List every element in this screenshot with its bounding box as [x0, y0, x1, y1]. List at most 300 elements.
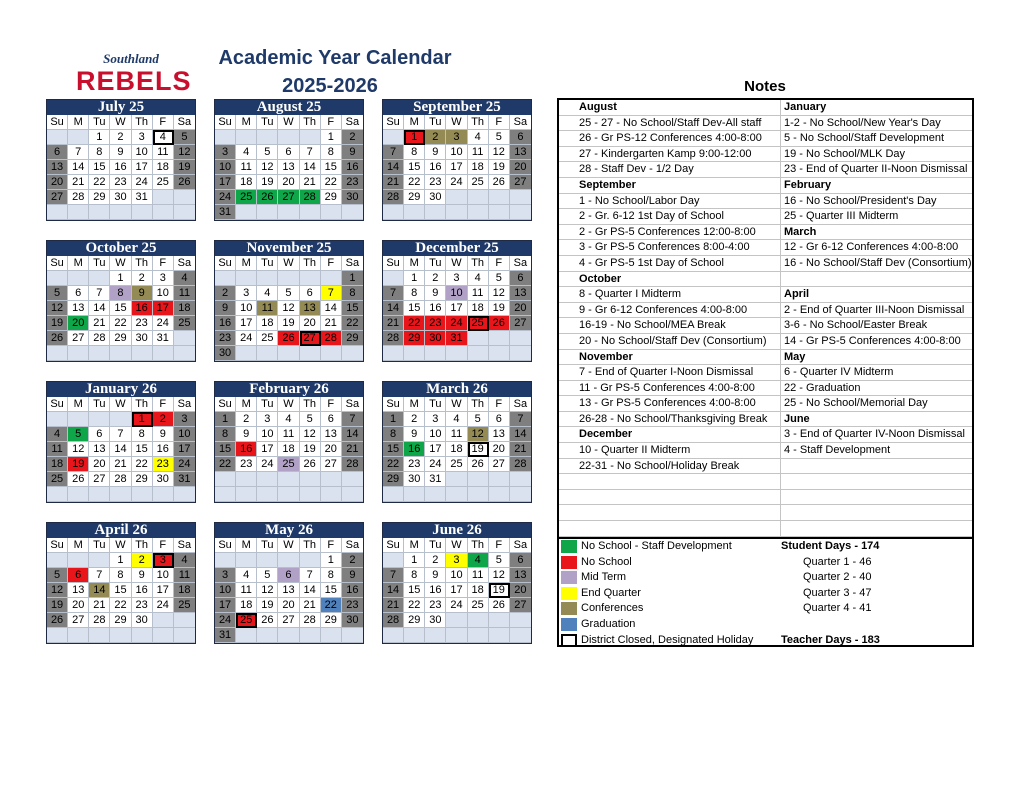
day-cell: 30: [342, 613, 363, 628]
empty-cell: [321, 472, 342, 487]
day-cell: 19: [489, 301, 510, 316]
notes-entry: [780, 505, 972, 521]
day-cell: 10: [446, 286, 467, 301]
weekday-label: Tu: [89, 538, 110, 553]
day-cell: 23: [342, 598, 363, 613]
day-cell: 25: [236, 613, 257, 628]
day-cell: 20: [47, 175, 68, 190]
day-cell: 16: [425, 583, 446, 598]
empty-cell: [153, 346, 174, 361]
notes-month-heading: August: [559, 100, 780, 116]
day-cell: 29: [321, 613, 342, 628]
day-cell: 9: [425, 145, 446, 160]
day-cell: 17: [236, 316, 257, 331]
weekday-label: Sa: [342, 397, 363, 412]
day-cell: 11: [468, 568, 489, 583]
empty-cell: [68, 346, 89, 361]
day-cell: 22: [110, 316, 131, 331]
day-cell: 16: [110, 160, 131, 175]
day-cell: 4: [446, 412, 467, 427]
day-cell: 25: [47, 472, 68, 487]
day-cell: 11: [47, 442, 68, 457]
day-cell: 9: [425, 568, 446, 583]
day-cell: 23: [404, 457, 425, 472]
day-cell: 18: [174, 301, 195, 316]
day-cell: 25: [236, 190, 257, 205]
day-cell: 11: [446, 427, 467, 442]
notes-entry: [559, 505, 780, 521]
quarter-2-days: Quarter 2 - 40: [803, 571, 872, 584]
empty-cell: [446, 346, 467, 361]
empty-cell: [153, 190, 174, 205]
day-cell: 20: [278, 175, 299, 190]
day-cell: 10: [215, 583, 236, 598]
notes-entry: [780, 459, 972, 475]
weekday-label: Su: [383, 538, 404, 553]
weekday-label: F: [489, 115, 510, 130]
empty-cell: [404, 346, 425, 361]
notes-entry: 11 - Gr PS-5 Conferences 4:00-8:00: [559, 381, 780, 397]
legend-label: District Closed, Designated Holiday: [581, 633, 754, 646]
month-grid: [383, 538, 531, 643]
weekday-label: W: [110, 256, 131, 271]
day-cell: 8: [404, 145, 425, 160]
day-cell: 14: [383, 301, 404, 316]
day-cell: 24: [446, 598, 467, 613]
notes-entry: 1-2 - No School/New Year's Day: [780, 116, 972, 132]
empty-cell: [174, 331, 195, 346]
day-cell: 26: [300, 457, 321, 472]
day-cell: 21: [89, 316, 110, 331]
day-cell: 27: [68, 331, 89, 346]
weekday-label: M: [404, 538, 425, 553]
day-cell: 28: [383, 613, 404, 628]
weekday-label: M: [68, 256, 89, 271]
day-cell: 2: [342, 553, 363, 568]
notes-entry: 5 - No School/Staff Development: [780, 131, 972, 147]
month-title: July 25: [47, 100, 195, 115]
day-cell: 24: [257, 457, 278, 472]
day-cell: 8: [215, 427, 236, 442]
day-cell: 26: [68, 472, 89, 487]
empty-cell: [278, 346, 299, 361]
day-cell: 7: [110, 427, 131, 442]
day-cell: 8: [404, 568, 425, 583]
day-cell: 1: [383, 412, 404, 427]
day-cell: 11: [236, 160, 257, 175]
day-cell: 14: [383, 160, 404, 175]
empty-cell: [446, 190, 467, 205]
day-cell: 11: [468, 286, 489, 301]
legend-swatch: [561, 602, 577, 615]
month-august-25: [214, 99, 364, 221]
month-title: August 25: [215, 100, 363, 115]
day-cell: 13: [47, 160, 68, 175]
day-cell: 2: [132, 553, 153, 568]
empty-cell: [342, 205, 363, 220]
day-cell: 17: [132, 160, 153, 175]
empty-cell: [425, 346, 446, 361]
weekday-label: Sa: [174, 115, 195, 130]
day-cell: 18: [468, 583, 489, 598]
day-cell: 2: [132, 271, 153, 286]
day-cell: 2: [153, 412, 174, 427]
notes-month-heading: December: [559, 427, 780, 443]
day-cell: 23: [425, 316, 446, 331]
day-cell: 29: [383, 472, 404, 487]
empty-cell: [404, 628, 425, 643]
month-january-26: [46, 381, 196, 503]
day-cell: 11: [174, 568, 195, 583]
empty-cell: [174, 628, 195, 643]
day-cell: 30: [153, 472, 174, 487]
day-cell: 21: [300, 175, 321, 190]
day-cell: 27: [510, 598, 531, 613]
day-cell: 3: [174, 412, 195, 427]
day-cell: 20: [68, 316, 89, 331]
day-cell: 17: [153, 301, 174, 316]
day-cell: 21: [68, 175, 89, 190]
day-cell: 16: [215, 316, 236, 331]
day-cell: 6: [300, 286, 321, 301]
weekday-label: Th: [132, 397, 153, 412]
day-cell: 7: [383, 568, 404, 583]
day-cell: 5: [68, 427, 89, 442]
legend-label: Graduation: [581, 618, 636, 630]
day-cell: 7: [300, 145, 321, 160]
day-cell: 3: [236, 286, 257, 301]
day-cell: 28: [89, 331, 110, 346]
day-cell: 24: [425, 457, 446, 472]
day-cell: 2: [425, 271, 446, 286]
day-cell: 6: [510, 271, 531, 286]
empty-cell: [446, 628, 467, 643]
day-cell: 23: [215, 331, 236, 346]
empty-cell: [89, 487, 110, 502]
empty-cell: [236, 487, 257, 502]
day-cell: 14: [68, 160, 89, 175]
empty-cell: [342, 346, 363, 361]
day-cell: 30: [215, 346, 236, 361]
day-cell: 14: [321, 301, 342, 316]
empty-cell: [300, 346, 321, 361]
month-june-26: [382, 522, 532, 644]
empty-cell: [321, 271, 342, 286]
empty-cell: [89, 628, 110, 643]
day-cell: 28: [383, 331, 404, 346]
day-cell: 9: [215, 301, 236, 316]
day-cell: 16: [342, 583, 363, 598]
day-cell: 8: [342, 286, 363, 301]
empty-cell: [257, 628, 278, 643]
empty-cell: [278, 487, 299, 502]
day-cell: 19: [300, 442, 321, 457]
weekday-label: Sa: [510, 397, 531, 412]
notes-entry: 1 - No School/Labor Day: [559, 194, 780, 210]
day-cell: 4: [236, 568, 257, 583]
teacher-days: Teacher Days - 183: [781, 633, 880, 646]
weekday-label: F: [321, 115, 342, 130]
day-cell: 24: [215, 613, 236, 628]
weekday-label: Tu: [257, 115, 278, 130]
day-cell: 29: [321, 190, 342, 205]
day-cell: 30: [425, 190, 446, 205]
weekday-label: F: [153, 256, 174, 271]
weekday-label: Sa: [174, 397, 195, 412]
weekday-label: Th: [300, 397, 321, 412]
day-cell: 26: [489, 316, 510, 331]
day-cell: 9: [132, 568, 153, 583]
day-cell: 18: [153, 160, 174, 175]
notes-entry: 3 - Gr PS-5 Conferences 8:00-4:00: [559, 240, 780, 256]
day-cell: 6: [510, 553, 531, 568]
empty-cell: [468, 487, 489, 502]
month-title: September 25: [383, 100, 531, 115]
day-cell: 28: [510, 457, 531, 472]
weekday-label: W: [446, 115, 467, 130]
notes-entry: 26 - Gr PS-12 Conferences 4:00-8:00: [559, 131, 780, 147]
day-cell: 18: [236, 175, 257, 190]
day-cell: 5: [47, 286, 68, 301]
day-cell: 6: [68, 286, 89, 301]
day-cell: 16: [342, 160, 363, 175]
day-cell: 27: [510, 316, 531, 331]
notes-month-heading: October: [559, 272, 780, 288]
day-cell: 24: [174, 457, 195, 472]
empty-cell: [110, 346, 131, 361]
day-cell: 9: [342, 145, 363, 160]
notes-panel: [557, 98, 974, 647]
day-cell: 10: [257, 427, 278, 442]
day-cell: 15: [342, 301, 363, 316]
day-cell: 31: [174, 472, 195, 487]
empty-cell: [68, 412, 89, 427]
day-cell: 13: [321, 427, 342, 442]
day-cell: 11: [153, 145, 174, 160]
day-cell: 16: [132, 301, 153, 316]
day-cell: 20: [510, 160, 531, 175]
empty-cell: [236, 553, 257, 568]
empty-cell: [446, 472, 467, 487]
day-cell: 3: [153, 271, 174, 286]
empty-cell: [257, 271, 278, 286]
day-cell: 5: [489, 553, 510, 568]
day-cell: 1: [89, 130, 110, 145]
empty-cell: [153, 628, 174, 643]
notes-entry: 16-19 - No School/MEA Break: [559, 318, 780, 334]
day-cell: 14: [110, 442, 131, 457]
legend-swatch: [561, 540, 577, 553]
day-cell: 10: [153, 286, 174, 301]
empty-cell: [489, 331, 510, 346]
empty-cell: [132, 346, 153, 361]
day-cell: 28: [300, 190, 321, 205]
notes-entry: [780, 474, 972, 490]
day-cell: 2: [236, 412, 257, 427]
empty-cell: [89, 412, 110, 427]
day-cell: 2: [215, 286, 236, 301]
day-cell: 16: [425, 160, 446, 175]
day-cell: 7: [510, 412, 531, 427]
weekday-label: W: [446, 397, 467, 412]
empty-cell: [215, 553, 236, 568]
day-cell: 5: [174, 130, 195, 145]
empty-cell: [174, 346, 195, 361]
empty-cell: [510, 487, 531, 502]
day-cell: 13: [510, 145, 531, 160]
empty-cell: [68, 205, 89, 220]
notes-entry: 28 - Staff Dev - 1/2 Day: [559, 162, 780, 178]
day-cell: 13: [68, 583, 89, 598]
weekday-label: Th: [300, 115, 321, 130]
legend-label: Conferences: [581, 602, 644, 615]
day-cell: 17: [425, 442, 446, 457]
month-grid: [47, 538, 195, 643]
month-title: January 26: [47, 382, 195, 397]
day-cell: 26: [468, 457, 489, 472]
day-cell: 24: [132, 175, 153, 190]
legend-label: End Quarter: [581, 586, 641, 599]
notes-entry: 20 - No School/Staff Dev (Consortium): [559, 334, 780, 350]
day-cell: 18: [278, 442, 299, 457]
weekday-label: Tu: [257, 256, 278, 271]
day-cell: 2: [342, 130, 363, 145]
legend-swatch: [561, 556, 577, 569]
empty-cell: [468, 472, 489, 487]
day-cell: 4: [47, 427, 68, 442]
day-cell: 14: [342, 427, 363, 442]
weekday-label: Th: [300, 256, 321, 271]
month-title: March 26: [383, 382, 531, 397]
day-cell: 15: [404, 583, 425, 598]
day-cell: 28: [383, 190, 404, 205]
empty-cell: [278, 271, 299, 286]
empty-cell: [278, 472, 299, 487]
weekday-label: Sa: [342, 115, 363, 130]
day-cell: 22: [89, 175, 110, 190]
school-year: 2025-2026: [282, 75, 378, 97]
day-cell: 18: [446, 442, 467, 457]
day-cell: 12: [47, 583, 68, 598]
empty-cell: [446, 613, 467, 628]
day-cell: 12: [489, 286, 510, 301]
empty-cell: [110, 487, 131, 502]
day-cell: 30: [132, 613, 153, 628]
school-logo: [76, 51, 192, 96]
weekday-label: Sa: [342, 538, 363, 553]
empty-cell: [278, 553, 299, 568]
empty-cell: [278, 205, 299, 220]
day-cell: 26: [278, 331, 299, 346]
weekday-label: Su: [383, 115, 404, 130]
day-cell: 21: [383, 175, 404, 190]
day-cell: 21: [300, 598, 321, 613]
notes-entry: 7 - End of Quarter I-Noon Dismissal: [559, 365, 780, 381]
empty-cell: [174, 205, 195, 220]
day-cell: 25: [446, 457, 467, 472]
empty-cell: [132, 628, 153, 643]
empty-cell: [300, 553, 321, 568]
day-cell: 20: [278, 598, 299, 613]
day-cell: 17: [215, 598, 236, 613]
day-cell: 15: [383, 442, 404, 457]
weekday-label: Th: [300, 538, 321, 553]
day-cell: 7: [321, 286, 342, 301]
empty-cell: [468, 613, 489, 628]
notes-entry: 4 - Gr PS-5 1st Day of School: [559, 256, 780, 272]
weekday-label: Sa: [174, 538, 195, 553]
day-cell: 27: [47, 190, 68, 205]
legend-swatch: [561, 587, 577, 600]
day-cell: 1: [132, 412, 153, 427]
logo-main-text: REBELS: [76, 66, 192, 96]
empty-cell: [236, 472, 257, 487]
day-cell: 27: [278, 613, 299, 628]
notes-entry: [559, 474, 780, 490]
empty-cell: [489, 346, 510, 361]
day-cell: 8: [404, 286, 425, 301]
month-grid: [215, 256, 363, 361]
day-cell: 4: [468, 553, 489, 568]
empty-cell: [257, 472, 278, 487]
empty-cell: [300, 271, 321, 286]
day-cell: 4: [153, 130, 174, 145]
day-cell: 6: [68, 568, 89, 583]
day-cell: 30: [110, 190, 131, 205]
notes-entry: 3-6 - No School/Easter Break: [780, 318, 972, 334]
day-cell: 11: [174, 286, 195, 301]
day-cell: 1: [215, 412, 236, 427]
day-cell: 1: [342, 271, 363, 286]
notes-entry: 27 - Kindergarten Kamp 9:00-12:00: [559, 147, 780, 163]
day-cell: 15: [89, 160, 110, 175]
day-cell: 7: [300, 568, 321, 583]
day-cell: 9: [404, 427, 425, 442]
day-cell: 25: [153, 175, 174, 190]
notes-entry: 2 - Gr PS-5 Conferences 12:00-8:00: [559, 225, 780, 241]
day-cell: 12: [47, 301, 68, 316]
empty-cell: [236, 271, 257, 286]
day-cell: 21: [89, 598, 110, 613]
empty-cell: [68, 628, 89, 643]
notes-entry: 12 - Gr 6-12 Conferences 4:00-8:00: [780, 240, 972, 256]
weekday-label: W: [110, 115, 131, 130]
day-cell: 3: [215, 568, 236, 583]
weekday-label: Th: [468, 397, 489, 412]
month-grid: [383, 115, 531, 220]
day-cell: 29: [132, 472, 153, 487]
month-may-26: [214, 522, 364, 644]
notes-entry: 2 - End of Quarter III-Noon Dismissal: [780, 303, 972, 319]
day-cell: 31: [425, 472, 446, 487]
day-cell: 5: [489, 271, 510, 286]
day-cell: 30: [404, 472, 425, 487]
weekday-label: F: [153, 397, 174, 412]
weekday-label: M: [236, 397, 257, 412]
day-cell: 9: [425, 286, 446, 301]
day-cell: 13: [510, 286, 531, 301]
day-cell: 24: [153, 316, 174, 331]
day-cell: 15: [110, 301, 131, 316]
day-cell: 22: [342, 316, 363, 331]
day-cell: 19: [47, 598, 68, 613]
day-cell: 3: [153, 553, 174, 568]
empty-cell: [342, 472, 363, 487]
day-cell: 12: [174, 145, 195, 160]
day-cell: 28: [68, 190, 89, 205]
empty-cell: [468, 628, 489, 643]
empty-cell: [47, 553, 68, 568]
